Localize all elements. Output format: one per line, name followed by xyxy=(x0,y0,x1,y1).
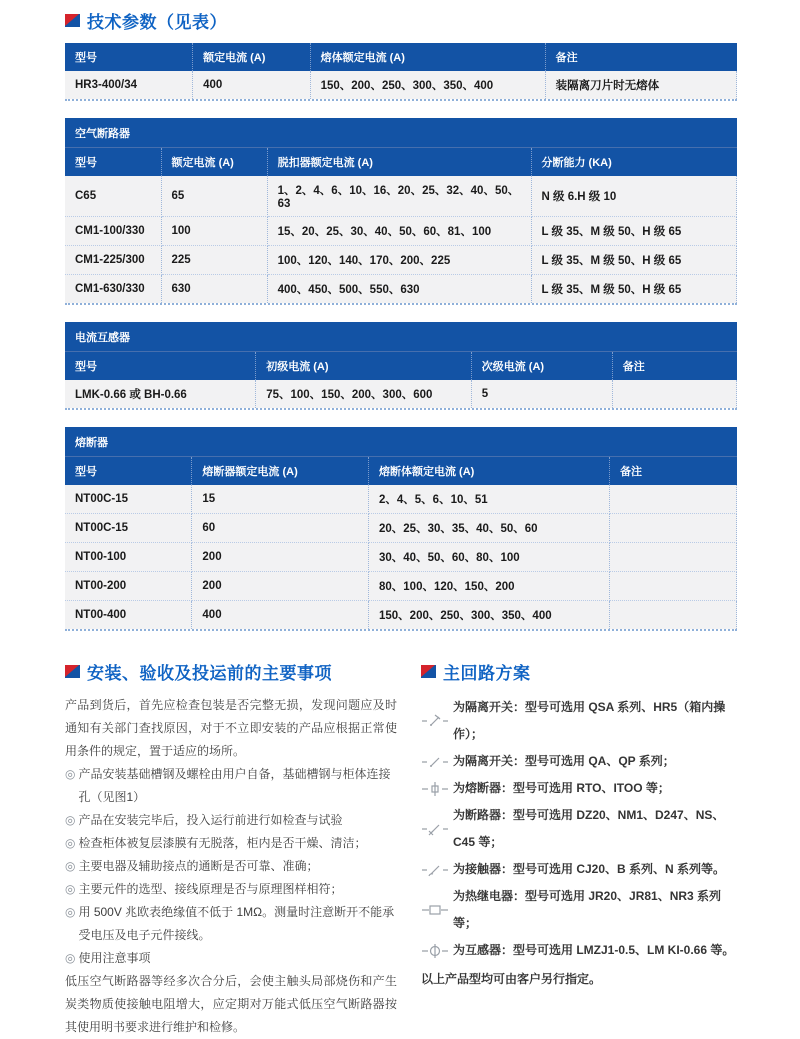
install-bullet-text: 产品在安装完毕后，投入运行前进行如检查与试验 xyxy=(78,813,343,827)
install-bullet-text: 检查柜体被复层漆膜有无脱落，柜内是否干燥、清洁； xyxy=(78,836,367,850)
table-cell: NT00C-15 xyxy=(65,485,192,514)
bottom-columns xyxy=(65,659,737,1039)
table-cell: 150、200、250、300、350、400 xyxy=(369,601,610,630)
section-title-tech xyxy=(65,8,737,33)
red-blue-flag-icon xyxy=(421,665,436,678)
table-cell: 15 xyxy=(192,485,369,514)
table-cell: 200 xyxy=(192,543,369,572)
thermal-relay-symbol-icon xyxy=(421,902,453,918)
table-cell: 100、120、140、170、200、225 xyxy=(267,246,531,275)
install-intro-paragraph: 产品到货后，首先应检查包装是否完整无损，发现问题应及时通知有关部门查找原因，对于不立即安装的产品应根据正常使用条件的规定，置于适应的场所。 xyxy=(65,698,397,758)
install-bullet-item xyxy=(65,763,397,809)
table-cell xyxy=(610,485,737,514)
column-header: 备注 xyxy=(610,457,737,485)
table-cell: NT00-400 xyxy=(65,601,192,630)
section-title-install xyxy=(65,659,397,684)
table-cell: 100 xyxy=(161,217,267,246)
column-header: 次级电流 (A) xyxy=(471,352,612,380)
circuit-item-text: 为隔离开关：型号可选用 QSA 系列、HR5（箱内操作）； xyxy=(453,700,726,741)
isolator-switch-icon xyxy=(421,754,453,770)
install-bullet-text: 使用注意事项 xyxy=(78,951,151,965)
table-row xyxy=(65,217,737,246)
circle-bullet-icon: ◎ xyxy=(65,951,76,965)
table-cell xyxy=(610,514,737,543)
table-row xyxy=(65,380,737,408)
table-row xyxy=(65,601,737,630)
red-blue-flag-icon xyxy=(65,665,80,678)
circle-bullet-icon: ◎ xyxy=(65,905,76,919)
table-cell: 75、100、150、200、300、600 xyxy=(256,380,472,408)
red-blue-flag-icon xyxy=(65,14,80,27)
table-row xyxy=(65,514,737,543)
table-fuse xyxy=(65,427,737,631)
column-header: 分断能力 (KA) xyxy=(531,148,737,176)
table-cell: 5 xyxy=(471,380,612,408)
table-cell: C65 xyxy=(65,176,161,217)
table-cell: 1、2、4、6、10、16、20、25、32、40、50、63 xyxy=(267,176,531,217)
column-header: 型号 xyxy=(65,148,161,176)
install-bullet-item xyxy=(65,901,397,947)
table-row xyxy=(65,71,737,99)
circuit-scheme-list xyxy=(421,694,737,964)
table-cell: 630 xyxy=(161,275,267,304)
table-row xyxy=(65,275,737,304)
column-header: 备注 xyxy=(612,352,736,380)
table-cell: L 级 35、M 级 50、H 级 65 xyxy=(531,217,737,246)
table-caption: 电流互感器 xyxy=(65,322,737,352)
table-cell xyxy=(610,601,737,630)
circle-bullet-icon: ◎ xyxy=(65,859,76,873)
circuit-scheme-item xyxy=(421,937,737,964)
circuit-item-text: 为隔离开关：型号可选用 QA、QP 系列； xyxy=(453,754,675,768)
table-cell: NT00C-15 xyxy=(65,514,192,543)
section-title-text: 安装、验收及投运前的主要事项 xyxy=(87,664,332,683)
tech-params-section xyxy=(65,8,737,631)
transformer-symbol-icon xyxy=(421,943,453,959)
table-cell: 400、450、500、550、630 xyxy=(267,275,531,304)
table-cell: 150、200、250、300、350、400 xyxy=(310,71,545,99)
circle-bullet-icon: ◎ xyxy=(65,813,76,827)
install-bullet-text: 主要元件的选型、接线原理是否与原理图样相符； xyxy=(78,882,343,896)
section-title-circuit xyxy=(421,659,737,684)
column-header: 额定电流 (A) xyxy=(193,43,311,71)
install-bullet-text: 产品安装基础槽钢及螺栓由用户自备，基础槽钢与柜体连接孔（见图1） xyxy=(78,767,391,804)
circuit-scheme-item xyxy=(421,883,737,937)
install-section xyxy=(65,659,397,1039)
table-cell: 80、100、120、150、200 xyxy=(369,572,610,601)
column-header: 熔断体额定电流 (A) xyxy=(369,457,610,485)
table-cell: LMK-0.66 或 BH-0.66 xyxy=(65,380,256,408)
section-title-text: 主回路方案 xyxy=(443,664,531,683)
table-caption: 空气断路器 xyxy=(65,118,737,148)
circuit-item-text: 为断路器：型号可选用 DZ20、NM1、D247、NS、C45 等； xyxy=(453,808,725,849)
table-cell: CM1-630/330 xyxy=(65,275,161,304)
install-bullet-item xyxy=(65,809,397,832)
table-cell xyxy=(610,543,737,572)
column-header: 型号 xyxy=(65,352,256,380)
table-header-row xyxy=(65,352,737,380)
table-cell xyxy=(610,572,737,601)
circle-bullet-icon: ◎ xyxy=(65,767,76,781)
table-cell: 30、40、50、60、80、100 xyxy=(369,543,610,572)
table-cell: L 级 35、M 级 50、H 级 65 xyxy=(531,246,737,275)
table-cell: 20、25、30、35、40、50、60 xyxy=(369,514,610,543)
fuse-symbol-icon xyxy=(421,781,453,797)
table-cell: L 级 35、M 级 50、H 级 65 xyxy=(531,275,737,304)
table-row xyxy=(65,572,737,601)
table-cell: 60 xyxy=(192,514,369,543)
table-cell: 400 xyxy=(192,601,369,630)
table-cell: 2、4、5、6、10、51 xyxy=(369,485,610,514)
table-cell: HR3-400/34 xyxy=(65,71,193,99)
column-header: 型号 xyxy=(65,43,193,71)
table-row xyxy=(65,543,737,572)
contactor-symbol-icon xyxy=(421,862,453,878)
install-bullet-item xyxy=(65,878,397,901)
table-header-row xyxy=(65,43,737,71)
circuit-item-text: 为互感器：型号可选用 LMZJ1-0.5、LM KI-0.66 等。 xyxy=(453,943,735,957)
circuit-item-text: 为热继电器：型号可选用 JR20、JR81、NR3 系列等； xyxy=(453,889,722,930)
column-header: 额定电流 (A) xyxy=(161,148,267,176)
table-cell: CM1-225/300 xyxy=(65,246,161,275)
table-row xyxy=(65,176,737,217)
column-header: 熔体额定电流 (A) xyxy=(310,43,545,71)
table-header-row xyxy=(65,148,737,176)
table-cell: 65 xyxy=(161,176,267,217)
section-title-text: 技术参数（见表） xyxy=(87,13,227,32)
circuit-footer-note: 以上产品型均可由客户另行指定。 xyxy=(421,972,602,986)
table-cell: NT00-200 xyxy=(65,572,192,601)
install-outro-paragraph: 低压空气断路器等经多次合分后，会使主触头局部烧伤和产生炭类物质使接触电阻增大，应定期对万能式低压空气断路器按其使用明书要求进行维护和检修。 xyxy=(65,974,397,1034)
table-cell: 15、20、25、30、40、50、60、81、100 xyxy=(267,217,531,246)
table-cell: 200 xyxy=(192,572,369,601)
column-header: 熔断器额定电流 (A) xyxy=(192,457,369,485)
circuit-item-text: 为接触器：型号可选用 CJ20、B 系列、N 系列等。 xyxy=(453,862,726,876)
table-hr3-fuse-switch xyxy=(65,43,737,101)
column-header: 初级电流 (A) xyxy=(256,352,472,380)
table-cell: 400 xyxy=(193,71,311,99)
install-bullet-item xyxy=(65,832,397,855)
circuit-scheme-item xyxy=(421,694,737,748)
table-row xyxy=(65,485,737,514)
circuit-scheme-item xyxy=(421,775,737,802)
circuit-item-text: 为熔断器：型号可选用 RTO、ITOO 等； xyxy=(453,781,670,795)
column-header: 型号 xyxy=(65,457,192,485)
column-header: 备注 xyxy=(545,43,736,71)
table-air-breaker xyxy=(65,118,737,305)
install-bullet-text: 主要电器及辅助接点的通断是否可靠、准确； xyxy=(78,859,319,873)
circuit-section xyxy=(421,659,737,1039)
table-cell: 装隔离刀片时无熔体 xyxy=(545,71,736,99)
circle-bullet-icon: ◎ xyxy=(65,836,76,850)
table-cell: N 级 6.H 级 10 xyxy=(531,176,737,217)
install-bullet-list xyxy=(65,763,397,970)
table-current-transformer xyxy=(65,322,737,410)
table-header-row xyxy=(65,457,737,485)
circle-bullet-icon: ◎ xyxy=(65,882,76,896)
breaker-symbol-icon xyxy=(421,821,453,837)
table-caption: 熔断器 xyxy=(65,427,737,457)
table-cell: NT00-100 xyxy=(65,543,192,572)
install-bullet-item xyxy=(65,947,397,970)
table-cell xyxy=(612,380,736,408)
table-row xyxy=(65,246,737,275)
install-bullet-text: 用 500V 兆欧表绝缘值不低于 1MΩ。测量时注意断开不能承受电压及电子元件接线。 xyxy=(78,905,395,942)
column-header: 脱扣器额定电流 (A) xyxy=(267,148,531,176)
table-cell: 225 xyxy=(161,246,267,275)
isolator-knife-switch-icon xyxy=(421,713,453,729)
install-bullet-item xyxy=(65,855,397,878)
table-cell: CM1-100/330 xyxy=(65,217,161,246)
circuit-scheme-item xyxy=(421,802,737,856)
circuit-scheme-item xyxy=(421,856,737,883)
circuit-scheme-item xyxy=(421,748,737,775)
